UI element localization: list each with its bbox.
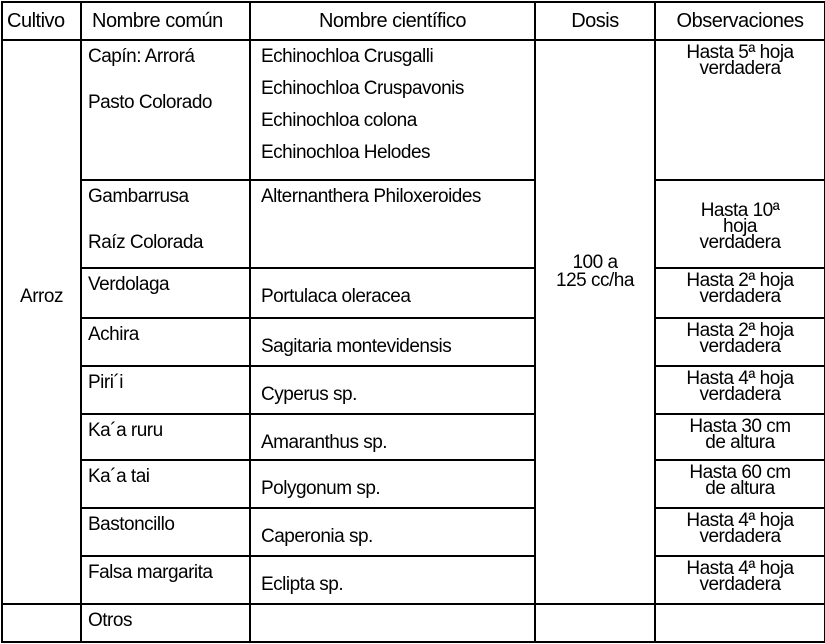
nombre-comun-cell xyxy=(81,460,250,508)
herbicide-table xyxy=(1,1,825,643)
observacion-cell: Hasta 5ª hoja verdadera xyxy=(655,40,825,180)
header-nombre-comun: Nombre común xyxy=(81,2,250,40)
table-row xyxy=(2,180,825,268)
table-row xyxy=(2,460,825,508)
observacion-cell: Hasta 4ª hoja verdadera xyxy=(655,508,825,556)
common-name: Piri´i xyxy=(88,372,123,393)
cultivo-cell-empty xyxy=(2,604,81,642)
nombre-cientifico-cell xyxy=(250,180,535,268)
dosis-cell: 100 a 125 cc/ha xyxy=(535,40,655,604)
nombre-comun-cell xyxy=(81,604,250,642)
header-cultivo: Cultivo xyxy=(2,2,81,40)
scientific-name: Alternanthera Philoxeroides xyxy=(261,186,481,207)
header-nombre-cientifico: Nombre científico xyxy=(250,2,535,40)
header-row xyxy=(2,2,825,40)
observacion-cell: Hasta 30 cm de altura xyxy=(655,414,825,460)
nombre-comun-cell xyxy=(81,180,250,268)
table-row xyxy=(2,366,825,414)
common-name: Falsa margarita xyxy=(88,562,213,583)
common-name: Ka´a tai xyxy=(88,466,150,487)
header-dosis: Dosis xyxy=(535,2,655,40)
table-row xyxy=(2,508,825,556)
nombre-cientifico-cell xyxy=(250,508,535,556)
observacion-cell: Hasta 4ª hoja verdadera xyxy=(655,556,825,604)
observacion-cell xyxy=(655,604,825,642)
observacion-cell: Hasta 10ª hoja verdadera xyxy=(655,180,825,268)
scientific-name: Echinochloa Crusgalli xyxy=(261,46,434,67)
nombre-comun-cell xyxy=(81,268,250,318)
nombre-comun-cell xyxy=(81,508,250,556)
header-observaciones: Observaciones xyxy=(655,2,825,40)
nombre-comun-cell xyxy=(81,556,250,604)
scientific-name: Eclipta sp. xyxy=(261,574,344,595)
scientific-name: Cyperus sp. xyxy=(261,384,357,405)
table-row xyxy=(2,318,825,366)
common-name: Capín: Arrorá xyxy=(88,46,195,67)
scientific-name: Portulaca oleracea xyxy=(261,286,411,307)
common-name: Gambarrusa xyxy=(88,186,189,207)
observacion-cell: Hasta 4ª hoja verdadera xyxy=(655,366,825,414)
table-row xyxy=(2,268,825,318)
common-name: Verdolaga xyxy=(88,274,170,295)
observacion-cell: Hasta 2ª hoja verdadera xyxy=(655,268,825,318)
scientific-name: Amaranthus sp. xyxy=(261,432,388,453)
table-row xyxy=(2,414,825,460)
common-name: Ka´a ruru xyxy=(88,420,163,441)
nombre-cientifico-cell xyxy=(250,366,535,414)
nombre-cientifico-cell xyxy=(250,556,535,604)
nombre-comun-cell xyxy=(81,366,250,414)
scientific-name: Echinochloa Cruspavonis xyxy=(261,78,464,99)
nombre-cientifico-cell xyxy=(250,40,535,180)
common-name: Achira xyxy=(88,324,139,345)
nombre-cientifico-cell xyxy=(250,460,535,508)
nombre-comun-cell xyxy=(81,40,250,180)
nombre-cientifico-cell xyxy=(250,318,535,366)
observacion-cell: Hasta 2ª hoja verdadera xyxy=(655,318,825,366)
nombre-comun-cell xyxy=(81,414,250,460)
nombre-cientifico-cell xyxy=(250,604,535,642)
common-name: Pasto Colorado xyxy=(88,92,212,113)
common-name: Otros xyxy=(88,610,132,631)
nombre-cientifico-cell xyxy=(250,268,535,318)
table-row xyxy=(2,40,825,180)
scientific-name: Echinochloa colona xyxy=(261,110,417,131)
table-row xyxy=(2,556,825,604)
scientific-name: Polygonum sp. xyxy=(261,478,381,499)
common-name: Raíz Colorada xyxy=(88,232,203,253)
scientific-name: Sagitaria montevidensis xyxy=(261,336,452,357)
scientific-name: Caperonia sp. xyxy=(261,526,373,547)
scientific-name: Echinochloa Helodes xyxy=(261,142,431,163)
observacion-cell: Hasta 60 cm de altura xyxy=(655,460,825,508)
common-name: Bastoncillo xyxy=(88,514,175,535)
table-row xyxy=(2,604,825,642)
cultivo-cell: Arroz xyxy=(2,40,81,604)
nombre-cientifico-cell xyxy=(250,414,535,460)
table-body xyxy=(2,40,825,642)
nombre-comun-cell xyxy=(81,318,250,366)
dosis-cell-empty xyxy=(535,604,655,642)
